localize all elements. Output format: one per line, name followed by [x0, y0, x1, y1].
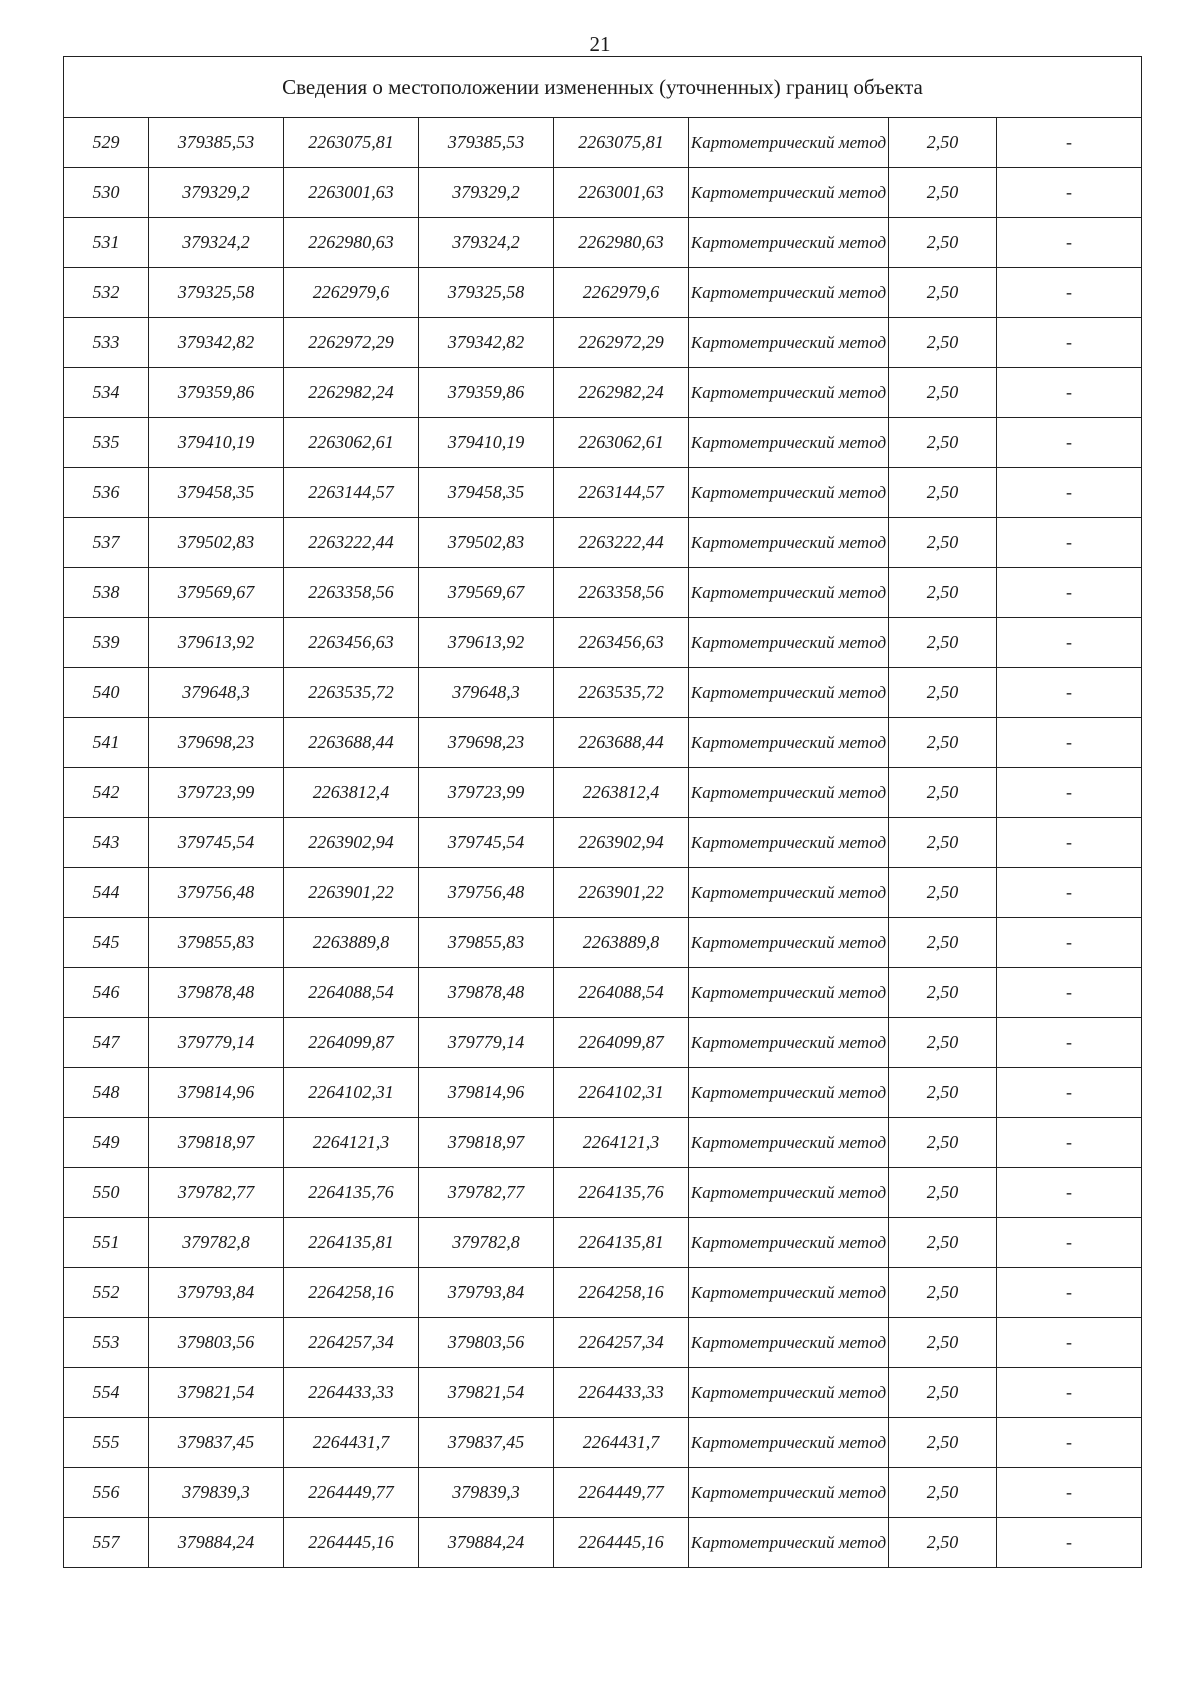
method-cell: Картометрический метод: [689, 1268, 889, 1318]
description-cell: -: [997, 518, 1142, 568]
existing-y-cell: 2263456,63: [284, 618, 419, 668]
refined-x-cell: 379779,14: [419, 1018, 554, 1068]
existing-x-cell: 379821,54: [149, 1368, 284, 1418]
method-cell: Картометрический метод: [689, 318, 889, 368]
existing-y-cell: 2263222,44: [284, 518, 419, 568]
method-cell: Картометрический метод: [689, 718, 889, 768]
method-cell: Картометрический метод: [689, 1318, 889, 1368]
existing-x-cell: 379779,14: [149, 1018, 284, 1068]
existing-x-cell: 379325,58: [149, 268, 284, 318]
method-cell: Картометрический метод: [689, 868, 889, 918]
accuracy-cell: 2,50: [889, 568, 997, 618]
point-number-cell: 557: [64, 1518, 149, 1568]
accuracy-cell: 2,50: [889, 318, 997, 368]
description-cell: -: [997, 1368, 1142, 1418]
existing-x-cell: 379745,54: [149, 818, 284, 868]
existing-y-cell: 2264449,77: [284, 1468, 419, 1518]
table-row: [64, 1418, 1142, 1468]
refined-x-cell: 379648,3: [419, 668, 554, 718]
accuracy-cell: 2,50: [889, 618, 997, 668]
method-cell: Картометрический метод: [689, 568, 889, 618]
description-cell: -: [997, 718, 1142, 768]
existing-x-cell: 379698,23: [149, 718, 284, 768]
refined-y-cell: 2264135,81: [554, 1218, 689, 1268]
existing-y-cell: 2264433,33: [284, 1368, 419, 1418]
table-row: [64, 968, 1142, 1018]
accuracy-cell: 2,50: [889, 968, 997, 1018]
table-row: [64, 218, 1142, 268]
accuracy-cell: 2,50: [889, 118, 997, 168]
refined-x-cell: 379613,92: [419, 618, 554, 668]
description-cell: -: [997, 1168, 1142, 1218]
refined-y-cell: 2264257,34: [554, 1318, 689, 1368]
existing-x-cell: 379814,96: [149, 1068, 284, 1118]
point-number-cell: 546: [64, 968, 149, 1018]
refined-y-cell: 2263889,8: [554, 918, 689, 968]
description-cell: -: [997, 1068, 1142, 1118]
description-cell: -: [997, 1468, 1142, 1518]
accuracy-cell: 2,50: [889, 168, 997, 218]
point-number-cell: 542: [64, 768, 149, 818]
refined-x-cell: 379325,58: [419, 268, 554, 318]
refined-y-cell: 2264449,77: [554, 1468, 689, 1518]
point-number-cell: 531: [64, 218, 149, 268]
method-cell: Картометрический метод: [689, 1068, 889, 1118]
accuracy-cell: 2,50: [889, 1218, 997, 1268]
point-number-cell: 553: [64, 1318, 149, 1368]
description-cell: -: [997, 368, 1142, 418]
existing-y-cell: 2264102,31: [284, 1068, 419, 1118]
table-row: [64, 168, 1142, 218]
refined-y-cell: 2263001,63: [554, 168, 689, 218]
accuracy-cell: 2,50: [889, 1368, 997, 1418]
existing-x-cell: 379723,99: [149, 768, 284, 818]
method-cell: Картометрический метод: [689, 518, 889, 568]
existing-x-cell: 379329,2: [149, 168, 284, 218]
table-row: [64, 918, 1142, 968]
refined-y-cell: 2262982,24: [554, 368, 689, 418]
existing-x-cell: 379839,3: [149, 1468, 284, 1518]
point-number-cell: 532: [64, 268, 149, 318]
refined-y-cell: 2262972,29: [554, 318, 689, 368]
refined-x-cell: 379782,77: [419, 1168, 554, 1218]
existing-x-cell: 379324,2: [149, 218, 284, 268]
description-cell: -: [997, 568, 1142, 618]
existing-x-cell: 379884,24: [149, 1518, 284, 1568]
description-cell: -: [997, 668, 1142, 718]
point-number-cell: 536: [64, 468, 149, 518]
existing-x-cell: 379648,3: [149, 668, 284, 718]
refined-x-cell: 379723,99: [419, 768, 554, 818]
method-cell: Картометрический метод: [689, 1018, 889, 1068]
table-row: [64, 1218, 1142, 1268]
existing-x-cell: 379837,45: [149, 1418, 284, 1468]
accuracy-cell: 2,50: [889, 1168, 997, 1218]
accuracy-cell: 2,50: [889, 268, 997, 318]
refined-x-cell: 379502,83: [419, 518, 554, 568]
table-row: [64, 1268, 1142, 1318]
method-cell: Картометрический метод: [689, 1218, 889, 1268]
refined-x-cell: 379884,24: [419, 1518, 554, 1568]
existing-y-cell: 2264258,16: [284, 1268, 419, 1318]
point-number-cell: 543: [64, 818, 149, 868]
existing-y-cell: 2262972,29: [284, 318, 419, 368]
table-row: [64, 518, 1142, 568]
method-cell: Картометрический метод: [689, 768, 889, 818]
existing-x-cell: 379782,8: [149, 1218, 284, 1268]
accuracy-cell: 2,50: [889, 218, 997, 268]
point-number-cell: 551: [64, 1218, 149, 1268]
point-number-cell: 545: [64, 918, 149, 968]
table-row: [64, 1518, 1142, 1568]
accuracy-cell: 2,50: [889, 1318, 997, 1368]
point-number-cell: 529: [64, 118, 149, 168]
refined-y-cell: 2263901,22: [554, 868, 689, 918]
refined-x-cell: 379359,86: [419, 368, 554, 418]
refined-y-cell: 2263688,44: [554, 718, 689, 768]
existing-y-cell: 2262982,24: [284, 368, 419, 418]
existing-y-cell: 2263001,63: [284, 168, 419, 218]
existing-y-cell: 2263075,81: [284, 118, 419, 168]
table-row: [64, 1118, 1142, 1168]
refined-y-cell: 2264121,3: [554, 1118, 689, 1168]
table-row: [64, 1068, 1142, 1118]
refined-x-cell: 379814,96: [419, 1068, 554, 1118]
description-cell: -: [997, 968, 1142, 1018]
description-cell: -: [997, 268, 1142, 318]
refined-y-cell: 2263456,63: [554, 618, 689, 668]
description-cell: -: [997, 1418, 1142, 1468]
point-number-cell: 554: [64, 1368, 149, 1418]
accuracy-cell: 2,50: [889, 418, 997, 468]
description-cell: -: [997, 1268, 1142, 1318]
refined-y-cell: 2263062,61: [554, 418, 689, 468]
existing-y-cell: 2263062,61: [284, 418, 419, 468]
existing-y-cell: 2264135,81: [284, 1218, 419, 1268]
existing-y-cell: 2263535,72: [284, 668, 419, 718]
description-cell: -: [997, 1018, 1142, 1068]
point-number-cell: 555: [64, 1418, 149, 1468]
refined-x-cell: 379878,48: [419, 968, 554, 1018]
refined-y-cell: 2264445,16: [554, 1518, 689, 1568]
refined-y-cell: 2263812,4: [554, 768, 689, 818]
existing-x-cell: 379613,92: [149, 618, 284, 668]
existing-y-cell: 2263688,44: [284, 718, 419, 768]
refined-x-cell: 379818,97: [419, 1118, 554, 1168]
point-number-cell: 530: [64, 168, 149, 218]
table-row: [64, 418, 1142, 468]
page-number: 21: [589, 32, 611, 56]
table-row: [64, 1318, 1142, 1368]
refined-y-cell: 2264088,54: [554, 968, 689, 1018]
refined-x-cell: 379803,56: [419, 1318, 554, 1368]
method-cell: Картометрический метод: [689, 1418, 889, 1468]
point-number-cell: 539: [64, 618, 149, 668]
refined-y-cell: 2262980,63: [554, 218, 689, 268]
method-cell: Картометрический метод: [689, 818, 889, 868]
refined-y-cell: 2264433,33: [554, 1368, 689, 1418]
method-cell: Картометрический метод: [689, 268, 889, 318]
method-cell: Картометрический метод: [689, 918, 889, 968]
point-number-cell: 549: [64, 1118, 149, 1168]
refined-y-cell: 2263902,94: [554, 818, 689, 868]
table-row: [64, 668, 1142, 718]
accuracy-cell: 2,50: [889, 768, 997, 818]
refined-y-cell: 2263222,44: [554, 518, 689, 568]
point-number-cell: 533: [64, 318, 149, 368]
method-cell: Картометрический метод: [689, 468, 889, 518]
refined-x-cell: 379329,2: [419, 168, 554, 218]
refined-x-cell: 379793,84: [419, 1268, 554, 1318]
existing-x-cell: 379569,67: [149, 568, 284, 618]
method-cell: Картометрический метод: [689, 1468, 889, 1518]
accuracy-cell: 2,50: [889, 818, 997, 868]
existing-y-cell: 2264121,3: [284, 1118, 419, 1168]
existing-y-cell: 2263812,4: [284, 768, 419, 818]
refined-x-cell: 379782,8: [419, 1218, 554, 1268]
method-cell: Картометрический метод: [689, 1118, 889, 1168]
table-row: [64, 1368, 1142, 1418]
existing-x-cell: 379782,77: [149, 1168, 284, 1218]
table-row: [64, 118, 1142, 168]
existing-y-cell: 2262979,6: [284, 268, 419, 318]
accuracy-cell: 2,50: [889, 668, 997, 718]
accuracy-cell: 2,50: [889, 1268, 997, 1318]
existing-y-cell: 2264099,87: [284, 1018, 419, 1068]
existing-x-cell: 379878,48: [149, 968, 284, 1018]
existing-x-cell: 379818,97: [149, 1118, 284, 1168]
existing-x-cell: 379855,83: [149, 918, 284, 968]
refined-y-cell: 2262979,6: [554, 268, 689, 318]
description-cell: -: [997, 818, 1142, 868]
existing-x-cell: 379342,82: [149, 318, 284, 368]
accuracy-cell: 2,50: [889, 918, 997, 968]
point-number-cell: 550: [64, 1168, 149, 1218]
method-cell: Картометрический метод: [689, 1518, 889, 1568]
table-row: [64, 1168, 1142, 1218]
method-cell: Картометрический метод: [689, 1368, 889, 1418]
table-row: [64, 768, 1142, 818]
method-cell: Картометрический метод: [689, 168, 889, 218]
table-row: [64, 568, 1142, 618]
point-number-cell: 552: [64, 1268, 149, 1318]
refined-y-cell: 2264258,16: [554, 1268, 689, 1318]
point-number-cell: 537: [64, 518, 149, 568]
description-cell: -: [997, 118, 1142, 168]
point-number-cell: 548: [64, 1068, 149, 1118]
table-row: [64, 1468, 1142, 1518]
existing-y-cell: 2264431,7: [284, 1418, 419, 1468]
existing-x-cell: 379359,86: [149, 368, 284, 418]
refined-x-cell: 379756,48: [419, 868, 554, 918]
refined-y-cell: 2264135,76: [554, 1168, 689, 1218]
point-number-cell: 544: [64, 868, 149, 918]
accuracy-cell: 2,50: [889, 1418, 997, 1468]
boundary-coordinates-table: [63, 56, 1142, 1568]
description-cell: -: [997, 918, 1142, 968]
refined-y-cell: 2264102,31: [554, 1068, 689, 1118]
method-cell: Картометрический метод: [689, 668, 889, 718]
table-title: Сведения о местоположении измененных (уточненных) границ объекта: [64, 57, 1142, 118]
existing-y-cell: 2262980,63: [284, 218, 419, 268]
accuracy-cell: 2,50: [889, 368, 997, 418]
accuracy-cell: 2,50: [889, 1018, 997, 1068]
method-cell: Картометрический метод: [689, 1168, 889, 1218]
table-row: [64, 1018, 1142, 1068]
description-cell: -: [997, 1218, 1142, 1268]
accuracy-cell: 2,50: [889, 1118, 997, 1168]
existing-y-cell: 2264257,34: [284, 1318, 419, 1368]
existing-y-cell: 2264135,76: [284, 1168, 419, 1218]
description-cell: -: [997, 218, 1142, 268]
accuracy-cell: 2,50: [889, 518, 997, 568]
table-row: [64, 468, 1142, 518]
accuracy-cell: 2,50: [889, 718, 997, 768]
table-row: [64, 618, 1142, 668]
refined-x-cell: 379569,67: [419, 568, 554, 618]
refined-x-cell: 379385,53: [419, 118, 554, 168]
accuracy-cell: 2,50: [889, 468, 997, 518]
existing-y-cell: 2263144,57: [284, 468, 419, 518]
existing-y-cell: 2263901,22: [284, 868, 419, 918]
method-cell: Картометрический метод: [689, 418, 889, 468]
refined-x-cell: 379698,23: [419, 718, 554, 768]
refined-x-cell: 379855,83: [419, 918, 554, 968]
point-number-cell: 540: [64, 668, 149, 718]
refined-x-cell: 379745,54: [419, 818, 554, 868]
point-number-cell: 547: [64, 1018, 149, 1068]
description-cell: -: [997, 1518, 1142, 1568]
method-cell: Картометрический метод: [689, 218, 889, 268]
description-cell: -: [997, 768, 1142, 818]
refined-x-cell: 379410,19: [419, 418, 554, 468]
method-cell: Картометрический метод: [689, 118, 889, 168]
refined-x-cell: 379324,2: [419, 218, 554, 268]
refined-y-cell: 2263075,81: [554, 118, 689, 168]
description-cell: -: [997, 1118, 1142, 1168]
existing-y-cell: 2263889,8: [284, 918, 419, 968]
description-cell: -: [997, 468, 1142, 518]
refined-y-cell: 2263144,57: [554, 468, 689, 518]
existing-x-cell: 379803,56: [149, 1318, 284, 1368]
table-body: [64, 118, 1142, 1568]
refined-x-cell: 379342,82: [419, 318, 554, 368]
table-title-row: [64, 57, 1142, 118]
table-row: [64, 718, 1142, 768]
existing-x-cell: 379502,83: [149, 518, 284, 568]
existing-x-cell: 379458,35: [149, 468, 284, 518]
accuracy-cell: 2,50: [889, 868, 997, 918]
point-number-cell: 538: [64, 568, 149, 618]
description-cell: -: [997, 168, 1142, 218]
point-number-cell: 541: [64, 718, 149, 768]
method-cell: Картометрический метод: [689, 368, 889, 418]
description-cell: -: [997, 418, 1142, 468]
table-row: [64, 868, 1142, 918]
description-cell: -: [997, 618, 1142, 668]
existing-x-cell: 379410,19: [149, 418, 284, 468]
method-cell: Картометрический метод: [689, 968, 889, 1018]
accuracy-cell: 2,50: [889, 1068, 997, 1118]
refined-y-cell: 2264431,7: [554, 1418, 689, 1468]
description-cell: -: [997, 868, 1142, 918]
existing-y-cell: 2263358,56: [284, 568, 419, 618]
existing-x-cell: 379793,84: [149, 1268, 284, 1318]
existing-y-cell: 2264088,54: [284, 968, 419, 1018]
refined-y-cell: 2264099,87: [554, 1018, 689, 1068]
refined-y-cell: 2263358,56: [554, 568, 689, 618]
existing-y-cell: 2264445,16: [284, 1518, 419, 1568]
point-number-cell: 534: [64, 368, 149, 418]
refined-y-cell: 2263535,72: [554, 668, 689, 718]
existing-x-cell: 379385,53: [149, 118, 284, 168]
existing-y-cell: 2263902,94: [284, 818, 419, 868]
point-number-cell: 535: [64, 418, 149, 468]
table-row: [64, 268, 1142, 318]
accuracy-cell: 2,50: [889, 1468, 997, 1518]
description-cell: -: [997, 1318, 1142, 1368]
refined-x-cell: 379837,45: [419, 1418, 554, 1468]
table-row: [64, 818, 1142, 868]
existing-x-cell: 379756,48: [149, 868, 284, 918]
accuracy-cell: 2,50: [889, 1518, 997, 1568]
point-number-cell: 556: [64, 1468, 149, 1518]
refined-x-cell: 379839,3: [419, 1468, 554, 1518]
description-cell: -: [997, 318, 1142, 368]
refined-x-cell: 379458,35: [419, 468, 554, 518]
method-cell: Картометрический метод: [689, 618, 889, 668]
refined-x-cell: 379821,54: [419, 1368, 554, 1418]
table-row: [64, 368, 1142, 418]
table-row: [64, 318, 1142, 368]
